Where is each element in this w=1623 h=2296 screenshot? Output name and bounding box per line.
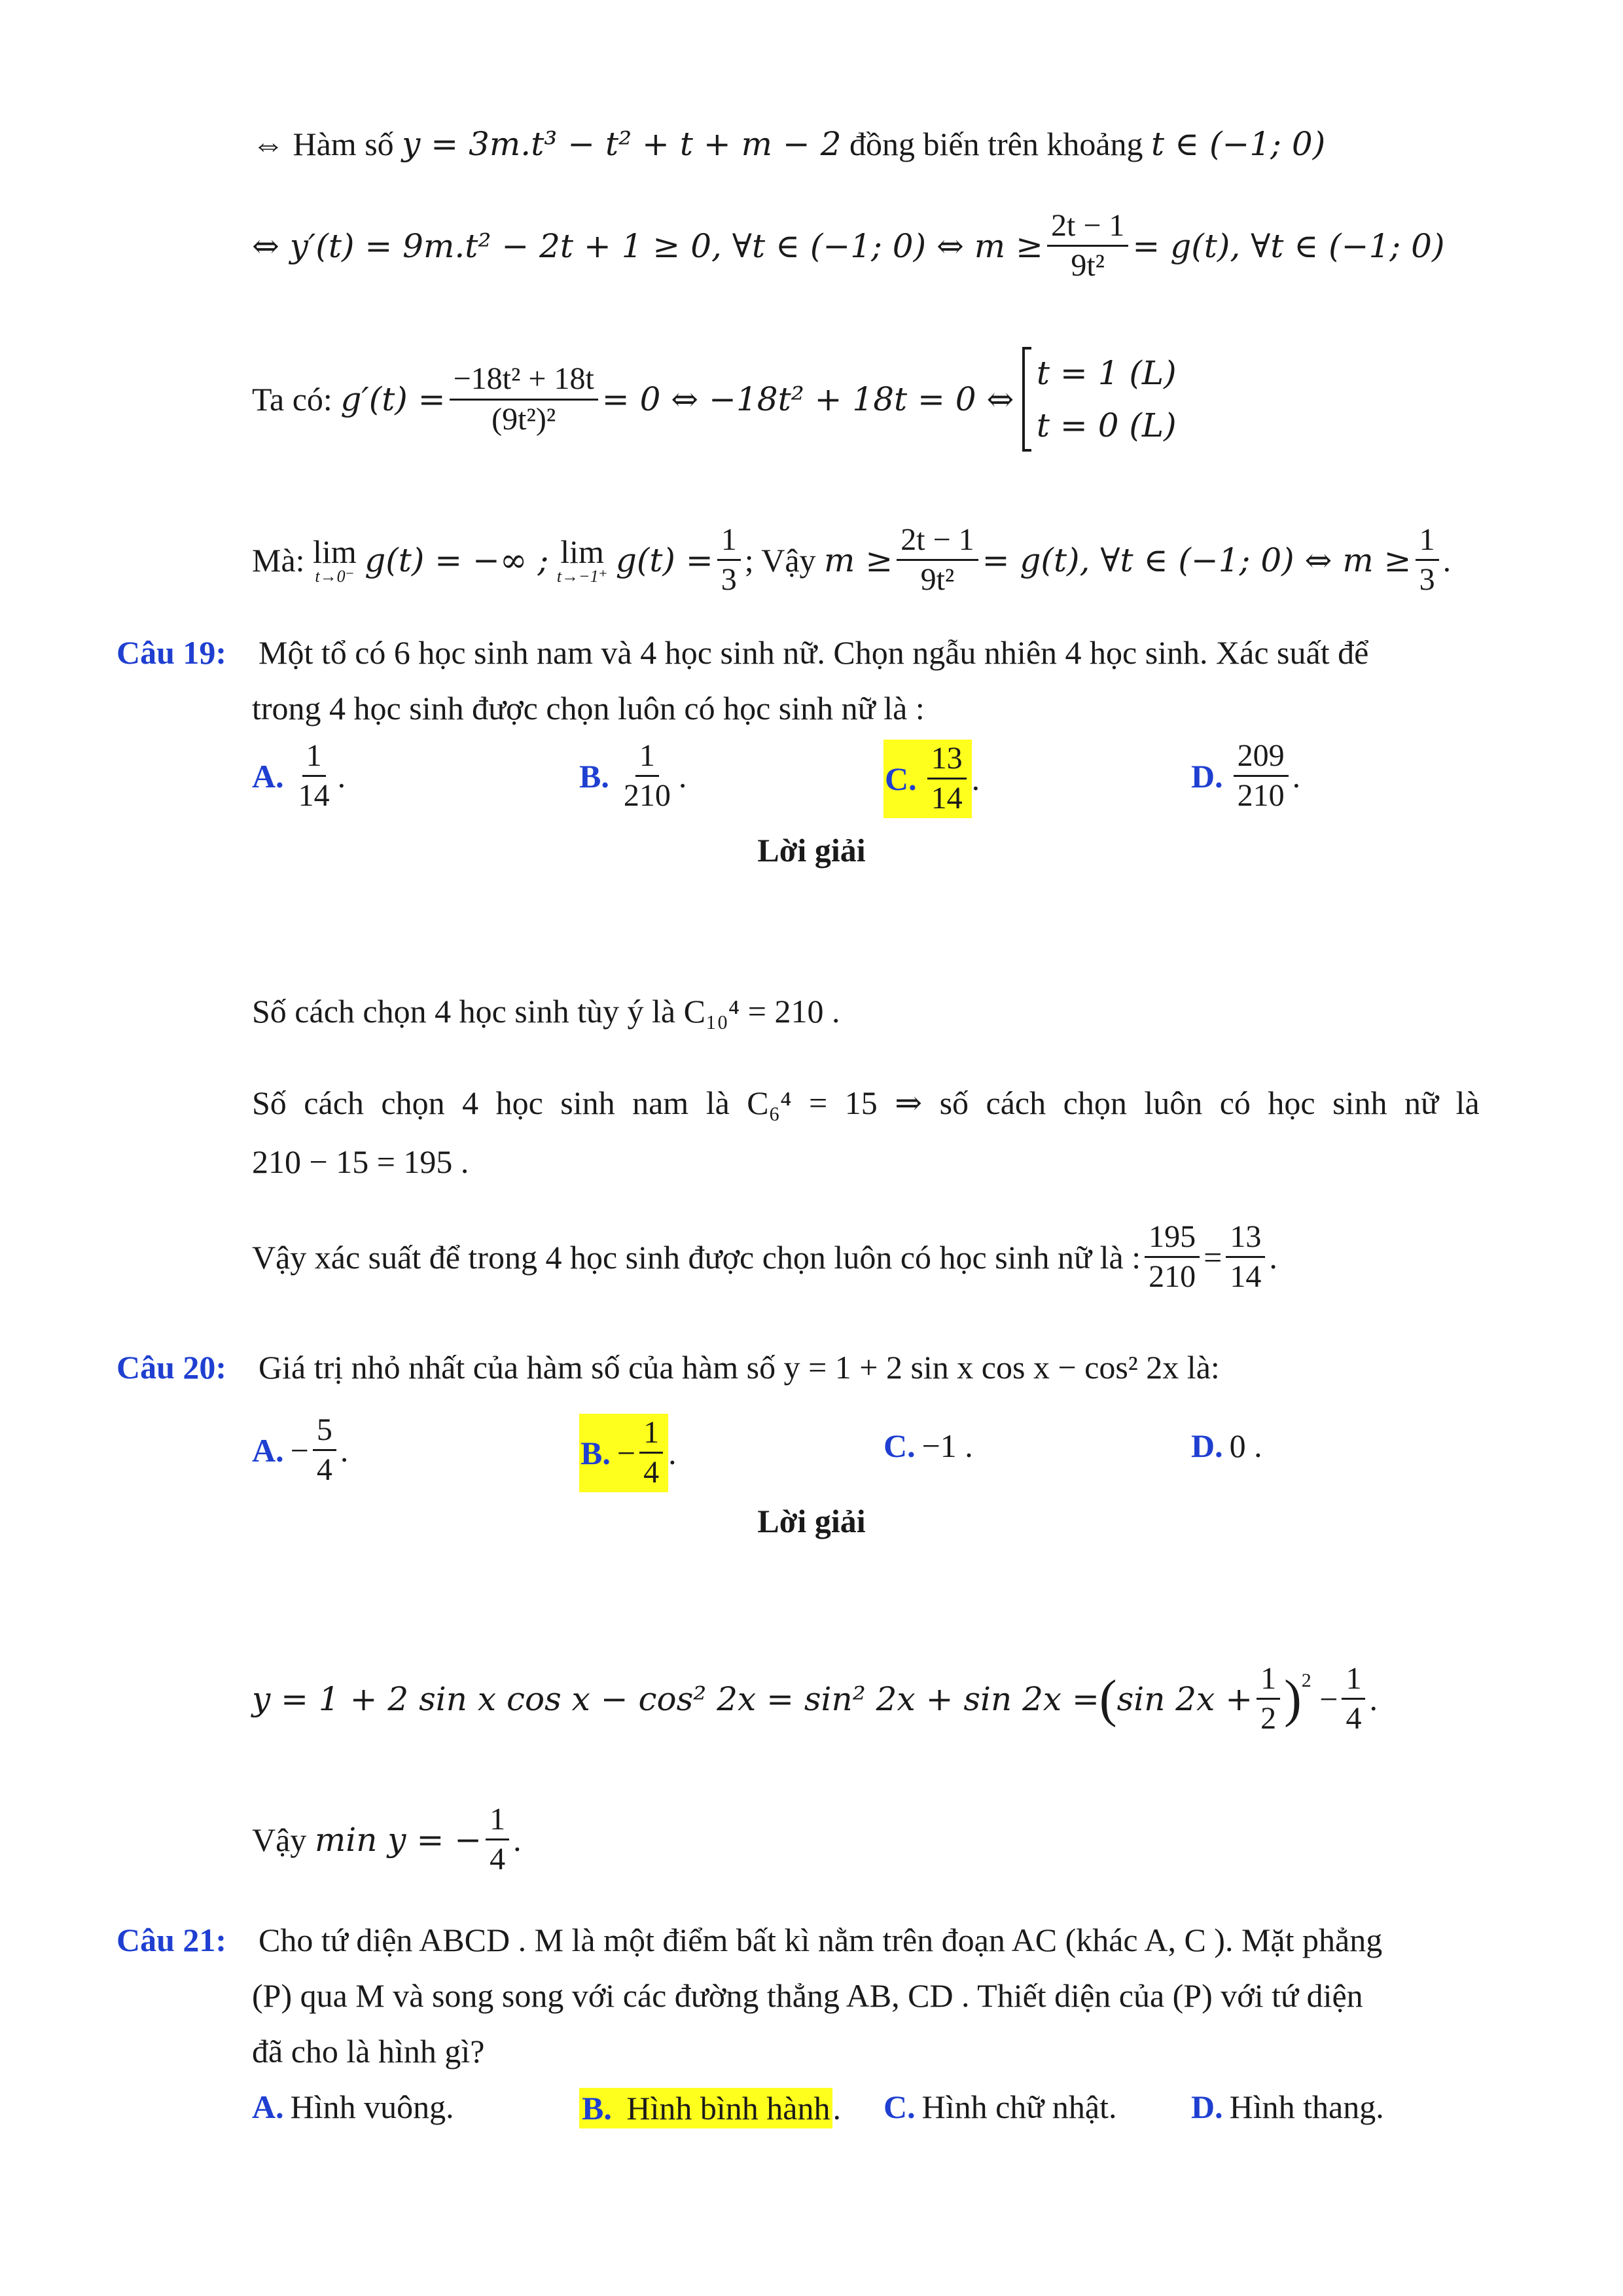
intro-line-4-fraction-2 [897,524,978,597]
question-20-text: Giá trị nhỏ nhất của hàm số của hàm số y = 1 + 2 sin x cos x − cos² 2x là: [259,1349,1220,1386]
fraction-denominator: 4 [316,1452,332,1488]
q20-solution-fraction-1 [1257,1662,1280,1736]
intro-line-1 [252,124,1325,164]
option-value: Hình chữ nhật. [921,2089,1117,2125]
q20-solution-paren-expr: sin 2x + [1116,1679,1253,1718]
fraction-denominator: 3 [721,562,737,598]
limit-2-word: lim [560,533,604,570]
option-letter: C. [883,1427,916,1464]
intro-line-4-mid: ; Vậy [744,541,816,579]
limit-1-sub: t→0⁻ [315,566,355,586]
q19-solution-line-2a: Số cách chọn 4 học sinh nam là C₆⁴ = 15 ⇒ số cách chọn luôn có học sinh nữ là [252,1085,1480,1121]
q19-solution-line-2b: 210 − 15 = 195 . [252,1143,469,1180]
q19-solution-line-3: Vậy xác suất để trong 4 học sinh được chọn luôn có học sinh nữ là : $\frac{195}{210}$ = $\frac{13}{14}$ . [252,1219,1277,1295]
question-19-label: Câu 19: [116,634,227,671]
intro-line-4-mid2: = g(t), ∀t ∈ (−1; 0) ⇔ m ≥ [982,541,1412,579]
fraction-numerator: 1 [302,740,326,777]
fraction-denominator: 210 [623,778,671,814]
q20-option-c[interactable] [883,1427,973,1465]
fraction-numerator: 1 [639,1416,663,1454]
question-21-label: Câu 21: [116,1922,227,1958]
option-letter: D. [1191,1427,1223,1464]
option-fraction [639,1416,663,1490]
question-19-text [252,625,1369,736]
intro-line-1-interval: t ∈ (−1; 0) [1151,125,1326,163]
option-sign: − [616,1434,636,1471]
q19-option-d[interactable]: D. $\frac{209}{210}$ . [1191,738,1301,814]
fraction-denominator: 210 [1237,778,1285,814]
intro-line-4: Mà: lim t→0⁻ g(t) = −∞ ; lim t→−1⁺ g(t) = $\frac{1}{3}$ ; Vậy m ≥ $\frac{2t - 1}{\text{9t²}}$ = g(t), ∀t ∈ (−1; 0) ⇔ m ≥ $\frac{1}{3}$ . [252,522,1452,598]
fraction-numerator: 13 [927,742,967,780]
limit-2-expr: g(t) = [615,541,713,579]
paren-close: ) [1284,1670,1302,1728]
option-letter: B. [582,2090,612,2126]
intro-line-3-g: g′(t) = [340,380,446,418]
intro-line-3-cases [1022,347,1177,452]
fraction-numerator: 13 [1226,1221,1265,1258]
q20-solution-heading: Lời giải [757,1503,866,1539]
fraction-numerator: 2t − 1 [1047,209,1128,247]
q19-solution-line-1: Số cách chọn 4 học sinh tùy ý là C₁₀⁴ = 210 . [252,993,840,1030]
intro-line-2 [252,209,1444,283]
intro-line-4-fraction-3 [1416,524,1439,597]
q20-solution-line-2: Vậy min y = − $\frac{1}{4}$ . [252,1802,522,1877]
q20-solution-line-1: y = 1 + 2 sin x cos x − cos² 2x = sin² 2x + sin 2x = ( sin 2x + $\frac{1}{2}$ ) $^2$ − $\frac{1}{4}$ . [252,1661,1378,1736]
fraction-numerator: 209 [1234,740,1289,777]
limit-1 [313,535,357,585]
question-19-text-line-1: Một tổ có 6 học sinh nam và 4 học sinh nữ. Chọn ngẫu nhiên 4 học sinh. Xác suất để [259,634,1369,671]
intro-line-2-fraction [1047,209,1128,283]
option-letter: A. [252,757,284,795]
limit-1-word: lim [313,533,357,570]
q19-solution-line-3-prefix: Vậy xác suất để trong 4 học sinh được chọn luôn có học sinh nữ là : [252,1238,1141,1276]
q19-option-b[interactable]: B. $\frac{1}{210}$ . [579,738,687,814]
fraction-denominator: 9t² [920,562,955,598]
intro-line-2-left: ⇔ y′(t) = 9m.t² − 2t + 1 ≥ 0, ∀t ∈ (−1; 0) ⇔ m ≥ [252,226,1044,265]
q19-solution-heading: Lời giải [757,832,866,869]
fraction-denominator: 2 [1260,1701,1277,1736]
intro-line-2-right: = g(t), ∀t ∈ (−1; 0) [1132,226,1445,265]
q20-solution-min-fraction [486,1803,509,1876]
limit-2 [557,535,608,585]
paren-open: ( [1099,1670,1117,1728]
fraction-numerator: 2t − 1 [897,524,978,561]
option-value: Hình thang. [1229,2089,1384,2125]
q20-solution-fraction-2 [1342,1662,1365,1736]
option-fraction [927,742,967,816]
question-21-text-line-2: (P) qua M và song song với các đường thẳng AB, CD . Thiết diện của (P) với tứ diện [252,1977,1363,2014]
q19-solution-fraction-2 [1226,1221,1265,1294]
fraction-numerator: 1 [717,524,741,561]
question-21-text-line-1: Cho tứ diện ABCD . M là một điểm bất kì nằm trên đoạn AC (khác A, C ). Mặt phẳng [259,1922,1383,1958]
q21-option-b[interactable]: B. Hình bình hành . [579,2088,841,2128]
q21-option-d[interactable] [1191,2088,1384,2126]
option-sign: − [290,1431,309,1469]
intro-line-1-mid: đồng biến trên khoảng [849,126,1143,162]
q20-option-b[interactable]: B. − $\frac{1}{4}$ . [579,1414,677,1492]
intro-line-4-fraction-1 [717,524,741,597]
option-letter: B. [580,1434,611,1471]
intro-line-4-m-ge: m ≥ [824,541,893,579]
option-fraction [313,1414,336,1487]
fraction-denominator: 9t² [1071,248,1105,283]
fraction-numerator: 1 [1257,1662,1280,1700]
question-21-text [252,1912,1383,2079]
fraction-numerator: 5 [313,1414,336,1451]
fraction-denominator: (9t²)² [491,401,556,437]
correct-answer-highlight [579,2088,832,2128]
fraction-denominator: 210 [1149,1259,1196,1295]
fraction-denominator: 4 [490,1842,506,1877]
q20-option-a[interactable]: A. − $\frac{5}{4}$ . [252,1412,349,1488]
fraction-denominator: 14 [1230,1259,1262,1295]
question-19-text-line-2: trong 4 học sinh được chọn luôn có học sinh nữ là : [252,690,925,726]
fraction-denominator: 14 [931,781,963,816]
intro-line-3 [252,347,1177,452]
intro-line-3-fraction [450,363,598,436]
intro-line-3-prefix: Ta có: [252,381,332,418]
limit-2-sub: t→−1⁺ [556,566,608,586]
option-letter: A. [252,2089,284,2125]
intro-line-1-prefix: ⇔ Hàm số [252,126,394,162]
intro-line-1-formula: y = 3m.t³ − t² + t + m − 2 [402,125,842,163]
fraction-denominator: 4 [643,1455,660,1490]
option-value: Hình vuông. [290,2089,454,2125]
case-1: t = 1 (L) [1036,354,1177,392]
q20-solution-line-2-prefix: Vậy [252,1821,307,1858]
fraction-numerator: −18t² + 18t [450,363,598,400]
q19-option-c[interactable]: C. $\frac{13}{14}$ . [883,740,980,818]
option-fraction [294,740,334,813]
correct-answer-highlight [883,740,972,818]
option-fraction [1234,740,1289,813]
q21-option-a[interactable] [252,2088,454,2126]
option-letter: D. [1191,757,1223,795]
q19-solution-fraction-1 [1145,1221,1200,1294]
fraction-numerator: 1 [1416,524,1439,561]
intro-line-3-mid: = 0 ⇔ −18t² + 18t = 0 ⇔ [601,380,1014,418]
option-letter: D. [1191,2089,1223,2125]
option-fraction [620,740,675,813]
q20-solution-min-expr: min y = − [314,1820,482,1859]
q20-solution-left: y = 1 + 2 sin x cos x − cos² 2x = sin² 2x + sin 2x = [252,1679,1099,1718]
option-value: −1 . [921,1427,973,1464]
correct-answer-highlight [579,1414,668,1492]
fraction-denominator: 4 [1346,1701,1362,1736]
question-20-label: Câu 20: [116,1349,227,1386]
limit-1-expr: g(t) = −∞ ; [365,541,549,579]
fraction-numerator: 1 [486,1803,509,1840]
option-letter: B. [579,757,609,795]
intro-line-4-prefix: Mà: [252,541,305,579]
fraction-numerator: 1 [635,740,659,777]
fraction-numerator: 195 [1145,1221,1200,1258]
q20-option-d[interactable] [1191,1427,1262,1465]
q19-option-a[interactable]: A. $\frac{1}{14}$ . [252,738,346,814]
option-value: Hình bình hành [626,2090,830,2126]
option-letter: C. [885,760,917,797]
option-value: 0 . [1229,1427,1262,1464]
fraction-denominator: 3 [1419,562,1435,598]
option-letter: A. [252,1431,284,1469]
question-21-text-line-3: đã cho là hình gì? [252,2033,485,2070]
option-letter: C. [883,2089,916,2125]
fraction-numerator: 1 [1342,1662,1365,1700]
fraction-denominator: 14 [298,778,330,814]
q21-option-c[interactable] [883,2088,1117,2126]
case-2: t = 0 (L) [1036,406,1177,444]
